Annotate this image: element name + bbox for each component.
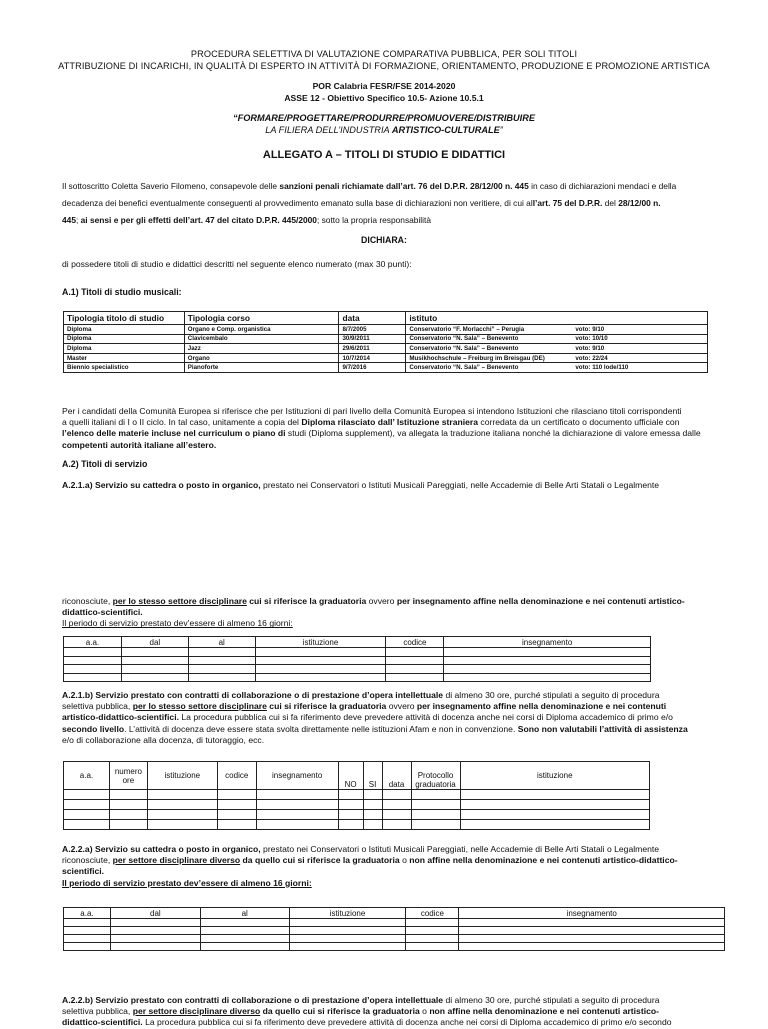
institute-name: Conservatorio “N. Sala” – Benevento bbox=[409, 344, 519, 352]
page-title: ALLEGATO A – TITOLI DI STUDIO E DIDATTICI bbox=[262, 149, 506, 161]
intro-text: decadenza dei benefici eventualmente conseguenti al provvedimento emanato sulla base di dichiarazioni non veritiere, di cui al bbox=[62, 198, 533, 209]
institute-name: Musikhochschule – Freiburg im Breisgau (DE) bbox=[409, 354, 545, 362]
a22a-period-note: Il periodo di servizio prestato dev’essere di almeno 16 giorni: bbox=[62, 877, 312, 888]
text-bold: artistico-didattico-scientifici. bbox=[62, 712, 179, 723]
cell-institute bbox=[406, 344, 708, 354]
column-header: insegnamento bbox=[256, 762, 338, 790]
cell-course: Jazz bbox=[184, 344, 339, 354]
eu-note-line-4: competenti autorità italiane all’estero. bbox=[62, 439, 217, 450]
cell-course: Pianoforte bbox=[184, 363, 339, 373]
text: La procedura pubblica cui si fa riferimento deve prevedere attività di docenza anche nei corsi di Diploma accademico di primo e/o bbox=[179, 712, 673, 723]
cell-date: 30/9/2011 bbox=[339, 334, 406, 344]
header-line-2: ATTRIBUZIONE DI INCARICHI, IN QUALITÀ DI ESPERTO IN ATTIVITÀ DI FORMAZIONE, ORIENTAMENTO, PRODUZIONE E PROMOZIONE ARTISTICA bbox=[58, 61, 710, 71]
column-header: Tipologia titolo di studio bbox=[64, 312, 185, 325]
column-header: insegnamento bbox=[444, 637, 651, 648]
section-a2-title: A.2) Titoli di servizio bbox=[62, 459, 148, 469]
text-bold: da quello cui si riferisce la graduatoria bbox=[260, 1006, 420, 1017]
eu-note-line-1: Per i candidati della Comunità Europea si riferisce che per Istituzioni di pari livello della Comunità Europea si intendono Istituzioni che rilasciano titoli corrispondenti bbox=[62, 406, 682, 416]
text: di almeno 30 ore, purché stipulati a seguito di procedura bbox=[443, 995, 660, 1005]
column-header: codice bbox=[406, 908, 459, 919]
same-sector: per lo stesso settore disciplinare bbox=[112, 596, 247, 606]
eu-curriculum: l’elenco delle materie incluse nel curriculum o piano di bbox=[62, 428, 286, 439]
table-row[interactable] bbox=[64, 820, 650, 830]
text-bold: cui si riferisce la graduatoria bbox=[266, 701, 387, 712]
cell-institute bbox=[406, 325, 708, 335]
table-row[interactable] bbox=[64, 800, 650, 810]
a22a-line-3: scientifici. bbox=[62, 866, 105, 877]
a21b-heading: A.2.1.b) Servizio prestato con contratti di collaborazione o di prestazione d’opera intellettuale bbox=[62, 690, 444, 700]
intro-text: ; sotto la propria responsabilità bbox=[316, 215, 432, 226]
cell-title-type: Master bbox=[64, 353, 185, 363]
intro-number: 445 bbox=[62, 215, 76, 226]
table-row[interactable] bbox=[64, 673, 651, 682]
header-program: POR Calabria FESR/FSE 2014-2020 bbox=[312, 81, 456, 91]
table-row bbox=[64, 363, 708, 373]
table-row[interactable] bbox=[64, 935, 725, 943]
eu-note-line-2 bbox=[62, 417, 722, 428]
column-header: istituzione bbox=[147, 762, 217, 790]
cell-title-type: Diploma bbox=[64, 334, 185, 344]
a22b-line-2 bbox=[62, 1006, 726, 1017]
a21b-line-1 bbox=[62, 690, 726, 701]
cell-title-type: Diploma bbox=[64, 344, 185, 354]
column-header: numero ore bbox=[109, 762, 147, 790]
column-header: data bbox=[339, 312, 406, 325]
column-header: Tipologia corso bbox=[184, 312, 339, 325]
institute-name: Conservatorio “N. Sala” – Benevento bbox=[409, 364, 519, 372]
column-header: a.a. bbox=[64, 908, 111, 919]
header-axis: ASSE 12 - Obiettivo Specifico 10.5- Azione 10.5.1 bbox=[284, 93, 484, 103]
cell-course: Organo e Comp. organistica bbox=[184, 325, 339, 335]
text-bold: cui si riferisce la graduatoria bbox=[246, 596, 367, 606]
institute-name: Conservatorio “F. Morlacchi” – Perugia bbox=[409, 325, 525, 333]
intro-text: del bbox=[602, 198, 619, 209]
cell-date: 29/6/2011 bbox=[339, 344, 406, 354]
eu-note bbox=[62, 406, 722, 451]
table-header-row bbox=[64, 312, 708, 325]
intro-text: in caso di dichiarazioni mendaci e della bbox=[528, 181, 677, 191]
text: . L’attività di docenza deve essere stata svolta direttamente nelle istituzioni Afam e non in convenzione. bbox=[124, 723, 518, 734]
service-table-a bbox=[63, 636, 651, 682]
eu-text: studi (Diploma supplement), va allegata la traduzione italiana nonché la dichiarazione di valore emessa dalle bbox=[285, 428, 701, 439]
possess-statement: di possedere titoli di studio e didattici descritti nel seguente elenco numerato (max 30 punti): bbox=[62, 259, 412, 269]
a22b-line-3 bbox=[62, 1017, 726, 1028]
header-slogan-2 bbox=[0, 125, 768, 135]
column-header: NO bbox=[338, 762, 363, 790]
table-header-row bbox=[64, 762, 650, 790]
a21b-line-2 bbox=[62, 701, 726, 712]
a21a-paragraph bbox=[62, 480, 724, 491]
intro-text: ; bbox=[75, 215, 81, 226]
column-header: Protocollo graduatoria bbox=[411, 762, 460, 790]
header-slogan-1: “FORMARE/PROGETTARE/PRODURRE/PROMUOVERE/DISTRIBUIRE bbox=[232, 113, 535, 123]
cell-course: Organo bbox=[184, 353, 339, 363]
text: riconosciute, bbox=[62, 596, 113, 606]
dichiara-heading: DICHIARA: bbox=[361, 235, 407, 245]
a22b-heading: A.2.2.b) Servizio prestato con contratti di collaborazione o di prestazione d’opera intellettuale bbox=[62, 995, 444, 1005]
cell-title-type: Diploma bbox=[64, 325, 185, 335]
column-header: data bbox=[382, 762, 411, 790]
a22a-line-1 bbox=[62, 844, 726, 855]
eu-text: a quelli italiani di I o II ciclo. In tal caso, unitamente a copia del bbox=[62, 417, 302, 428]
text-bold: non affine nella denominazione e nei contenuti artistico-didattico- bbox=[409, 855, 678, 866]
a21b-line-3 bbox=[62, 712, 726, 723]
column-header: al bbox=[200, 908, 289, 919]
table-row bbox=[64, 334, 708, 344]
text: prestato nei Conservatori o Istituti Musicali Pareggiati, nelle Accademie di Belle Arti Statali o Legalmente bbox=[260, 844, 660, 854]
table-row[interactable] bbox=[64, 656, 651, 665]
intro-line-3 bbox=[62, 212, 722, 229]
text: o bbox=[399, 855, 410, 866]
intro-penalties: sanzioni penali richiamate dall’art. 76 del D.P.R. 28/12/00 n. 445 bbox=[279, 181, 529, 191]
column-header: al bbox=[188, 637, 255, 648]
slogan-part-a: LA FILIERA DELL’INDUSTRIA bbox=[265, 125, 392, 135]
column-header: dal bbox=[110, 908, 200, 919]
eu-foreign-diploma: Diploma rilasciato dall’ Istituzione straniera bbox=[301, 417, 479, 428]
grade: voto: 10/10 bbox=[575, 335, 608, 343]
a21a-text: prestato nei Conservatori o Istituti Musicali Pareggiati, nelle Accademie di Belle Arti Statali o Legalmente bbox=[260, 480, 660, 490]
intro-line-2 bbox=[62, 195, 722, 212]
column-header: istituzione bbox=[255, 637, 386, 648]
intro-line-1 bbox=[62, 178, 722, 195]
column-header: SI bbox=[363, 762, 382, 790]
table-row[interactable] bbox=[64, 943, 725, 951]
a21a-cont-line-1 bbox=[62, 596, 724, 607]
a22a-paragraph bbox=[62, 844, 726, 889]
eu-text: corredata da un certificato o documento ufficiale con bbox=[478, 417, 680, 428]
a21a-period-note: Il periodo di servizio prestato dev’essere di almeno 16 giorni: bbox=[62, 618, 293, 629]
table-row[interactable] bbox=[64, 648, 651, 657]
a21a-continuation bbox=[62, 596, 724, 630]
cell-date: 8/7/2005 bbox=[339, 325, 406, 335]
column-header: a.a. bbox=[64, 762, 110, 790]
a22a-line-2 bbox=[62, 855, 726, 866]
text-bold: per insegnamento affine nella denominazione e nei contenuti bbox=[416, 701, 667, 712]
text-bold: per insegnamento affine nella denominazione e nei contenuti artistico- bbox=[396, 596, 685, 606]
text: di almeno 30 ore, purché stipulati a seguito di procedura bbox=[443, 690, 660, 700]
text: riconosciute, bbox=[62, 855, 113, 866]
table-row[interactable] bbox=[64, 665, 651, 674]
table-row[interactable] bbox=[64, 790, 650, 800]
column-header: istituzione bbox=[289, 908, 406, 919]
column-header: a.a. bbox=[64, 637, 122, 648]
text: ovvero bbox=[386, 701, 417, 712]
table-row[interactable] bbox=[64, 810, 650, 820]
column-header: codice bbox=[386, 637, 444, 648]
column-header: codice bbox=[217, 762, 256, 790]
different-sector: per settore disciplinare diverso bbox=[132, 1006, 261, 1017]
intro-date: 28/12/00 n. bbox=[618, 198, 661, 209]
a21a-heading: A.2.1.a) Servizio su cattedra o posto in organico, bbox=[62, 480, 261, 490]
text: La procedura pubblica cui si fa riferimento deve prevedere attività di docenza anche nei corsi di Diploma accademico di primo e/o secondo bbox=[142, 1017, 672, 1028]
cell-institute bbox=[406, 334, 708, 344]
grade: voto: 110 lode/110 bbox=[575, 364, 629, 372]
table-header-row bbox=[64, 908, 725, 919]
text: selettiva pubblica, bbox=[62, 701, 133, 712]
eu-note-line-3 bbox=[62, 428, 722, 439]
cell-date: 10/7/2014 bbox=[339, 353, 406, 363]
cell-course: Clavicembalo bbox=[184, 334, 339, 344]
institute-name: Conservatorio “N. Sala” – Benevento bbox=[409, 335, 519, 343]
cell-date: 9/7/2016 bbox=[339, 363, 406, 373]
intro-art47: ai sensi e per gli effetti dell’art. 47 del citato D.P.R. 445/2000 bbox=[80, 215, 317, 226]
text-bold: didattico-scientifici. bbox=[62, 1017, 143, 1028]
a22b-line-1 bbox=[62, 995, 726, 1006]
cell-title-type: Biennio specialistico bbox=[64, 363, 185, 373]
grade: voto: 9/10 bbox=[575, 325, 605, 333]
different-sector: per settore disciplinare diverso bbox=[112, 855, 241, 866]
study-titles-table bbox=[63, 311, 708, 373]
grade: voto: 9/10 bbox=[575, 344, 605, 352]
slogan-part-c: ” bbox=[499, 125, 503, 135]
text-bold: non affine nella denominazione e nei contenuti artistico- bbox=[429, 1006, 659, 1017]
a21b-line-5: e/o di collaborazione alla docenza, di tutoraggio, ecc. bbox=[62, 734, 265, 745]
column-header: istituzione bbox=[460, 762, 650, 790]
text: o bbox=[419, 1006, 430, 1017]
text: ovvero bbox=[366, 596, 397, 606]
service-table-c bbox=[63, 907, 725, 951]
a21b-line-4 bbox=[62, 724, 726, 735]
table-row[interactable] bbox=[64, 927, 725, 935]
table-row[interactable] bbox=[64, 919, 725, 927]
text-bold: Sono non valutabili l’attività di assistenza bbox=[517, 723, 688, 734]
text: selettiva pubblica, bbox=[62, 1006, 133, 1017]
cell-institute bbox=[406, 353, 708, 363]
section-a1-title: A.1) Titoli di studio musicali: bbox=[62, 287, 182, 297]
header-line-1: PROCEDURA SELETTIVA DI VALUTAZIONE COMPARATIVA PUBBLICA, PER SOLI TITOLI bbox=[190, 49, 578, 59]
table-row bbox=[64, 353, 708, 363]
intro-art75: l’art. 75 del D.P.R. bbox=[532, 198, 603, 209]
same-sector: per lo stesso settore disciplinare bbox=[132, 701, 267, 712]
a21a-cont-line-2: didattico-scientifici. bbox=[62, 607, 143, 618]
table-header-row bbox=[64, 637, 651, 648]
grade: voto: 22/24 bbox=[575, 354, 608, 362]
service-table-b bbox=[63, 761, 650, 830]
a21b-paragraph bbox=[62, 690, 726, 746]
column-header: istituto bbox=[406, 312, 708, 325]
column-header: dal bbox=[121, 637, 188, 648]
intro-text: Il sottoscritto Coletta Saverio Filomeno, consapevole delle bbox=[62, 181, 280, 191]
a22a-heading: A.2.2.a) Servizio su cattedra o posto in organico, bbox=[62, 844, 261, 854]
table-row bbox=[64, 344, 708, 354]
table-row bbox=[64, 325, 708, 335]
intro-paragraph bbox=[62, 178, 722, 230]
text-bold: secondo livello bbox=[62, 723, 125, 734]
cell-institute bbox=[406, 363, 708, 373]
column-header: insegnamento bbox=[459, 908, 725, 919]
text-bold: da quello cui si riferisce la graduatoria bbox=[240, 855, 400, 866]
slogan-part-b: ARTISTICO-CULTURALE bbox=[391, 125, 500, 135]
